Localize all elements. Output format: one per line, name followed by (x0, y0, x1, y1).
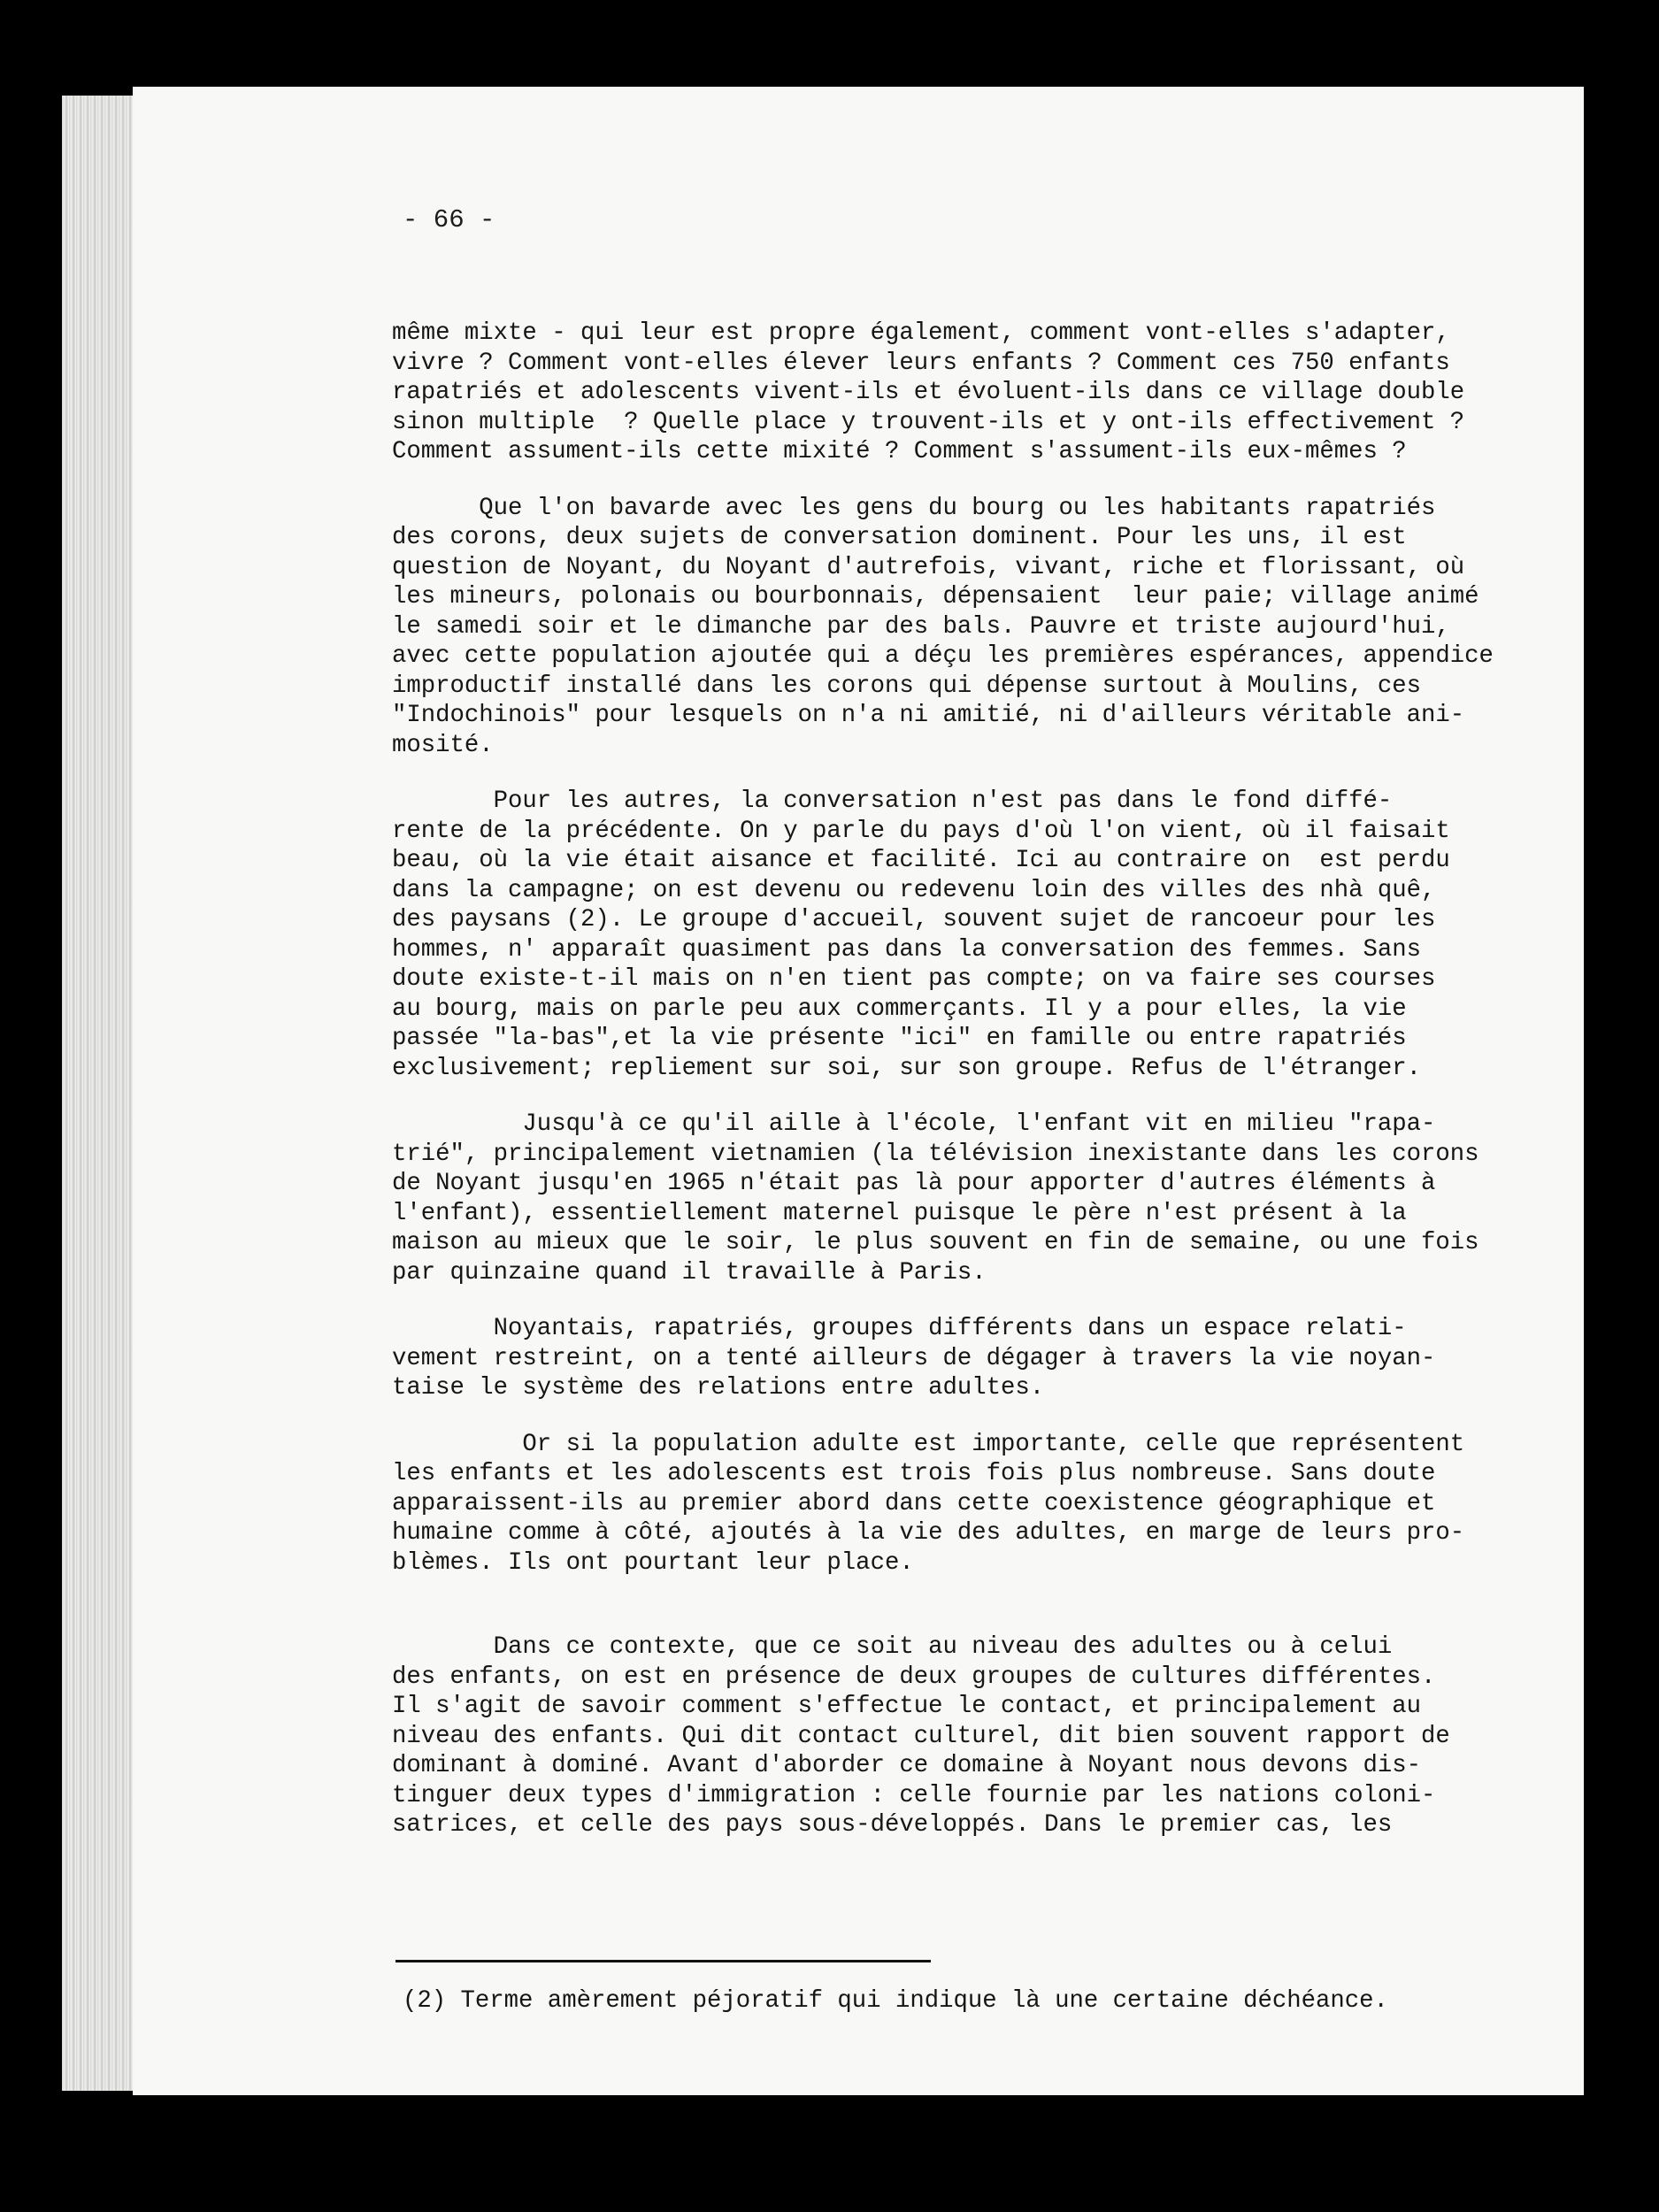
text-line: dans la campagne; on est devenu ou redevenu loin des villes des nhà quê, (392, 876, 1436, 904)
text-line: le samedi soir et le dimanche par des bals. Pauvre et triste aujourd'hui, (392, 612, 1450, 641)
text-line: niveau des enfants. Qui dit contact culturel, dit bien souvent rapport de (392, 1722, 1450, 1750)
text-line: passée "la-bas",et la vie présente "ici" en famille ou entre rapatriés (392, 1025, 1407, 1052)
page-number: - 66 - (403, 205, 495, 234)
text-line: vivre ? Comment vont-elles élever leurs enfants ? Comment ces 750 enfants (392, 349, 1450, 377)
text-line: Dans ce contexte, que ce soit au niveau des adultes ou à celui (392, 1633, 1393, 1661)
body-text (392, 319, 1525, 1840)
text-line: humaine comme à côté, ajoutés à la vie des adultes, en marge de leurs pro- (392, 1519, 1465, 1547)
text-line: Or si la population adulte est importante, celle que représentent (392, 1430, 1465, 1458)
text-line: Noyantais, rapatriés, groupes différents dans un espace relati- (392, 1315, 1407, 1342)
text-line: des paysans (2). Le groupe d'accueil, souvent sujet de rancoeur pour les (392, 906, 1436, 933)
text-line: Pour les autres, la conversation n'est pas dans le fond diffé- (392, 787, 1393, 815)
text-line: de Noyant jusqu'en 1965 n'était pas là pour apporter d'autres éléments à (392, 1170, 1436, 1197)
text-line: au bourg, mais on parle peu aux commerçants. Il y a pour elles, la vie (392, 995, 1407, 1023)
text-line: taise le système des relations entre adultes. (392, 1374, 1045, 1402)
text-line: question de Noyant, du Noyant d'autrefois, vivant, riche et florissant, où (392, 553, 1465, 581)
paragraph (392, 1430, 1525, 1578)
text-line: hommes, n' apparaît quasiment pas dans la conversation des femmes. Sans (392, 935, 1422, 964)
text-line: exclusivement; repliement sur soi, sur son groupe. Refus de l'étranger. (392, 1054, 1422, 1082)
text-line: tinguer deux types d'immigration : celle fournie par les nations coloni- (392, 1781, 1436, 1809)
text-line: blèmes. Ils ont pourtant leur place. (392, 1548, 914, 1577)
text-line: les enfants et les adolescents est trois fois plus nombreuse. Sans doute (392, 1460, 1436, 1487)
paragraph (392, 787, 1525, 1083)
text-line: trié", principalement vietnamien (la télévision inexistante dans les corons (392, 1140, 1479, 1168)
text-line: beau, où la vie était aisance et facilité. Ici au contraire on est perdu (392, 847, 1450, 874)
text-line: les mineurs, polonais ou bourbonnais, dépensaient leur paie; village animé (392, 583, 1479, 611)
paragraph (392, 494, 1525, 761)
text-line: avec cette population ajoutée qui a déçu les premières espérances, appendice (392, 642, 1494, 670)
text-line: vement restreint, on a tenté ailleurs de dégager à travers la vie noyan- (392, 1344, 1436, 1372)
text-line: mosité. (392, 731, 494, 759)
text-line: même mixte - qui leur est propre également, comment vont-elles s'adapter, (392, 319, 1450, 347)
text-line: des enfants, on est en présence de deux groupes de cultures différentes. (392, 1663, 1436, 1691)
footnote: (2) Terme amèrement péjoratif qui indique là une certaine déchéance. (403, 1987, 1388, 2015)
paragraph (392, 319, 1525, 467)
paragraph (392, 1314, 1525, 1403)
text-line: par quinzaine quand il travaille à Paris. (392, 1258, 987, 1286)
text-line: dominant à dominé. Avant d'aborder ce domaine à Noyant nous devons dis- (392, 1752, 1422, 1779)
text-line: "Indochinois" pour lesquels on n'a ni amitié, ni d'ailleurs véritable ani- (392, 702, 1465, 729)
footnote-rule (396, 1960, 931, 1962)
paragraph (392, 1632, 1525, 1840)
text-line: Comment assument-ils cette mixité ? Comment s'assument-ils eux-mêmes ? (392, 438, 1407, 465)
text-line: doute existe-t-il mais on n'en tient pas compte; on va faire ses courses (392, 965, 1436, 993)
text-line: des corons, deux sujets de conversation dominent. Pour les uns, il est (392, 524, 1407, 551)
text-line: Que l'on bavarde avec les gens du bourg ou les habitants rapatriés (392, 494, 1436, 522)
text-line: rapatriés et adolescents vivent-ils et évoluent-ils dans ce village double (392, 379, 1465, 406)
text-line: satrices, et celle des pays sous-développés. Dans le premier cas, les (392, 1811, 1393, 1839)
text-line: improductif installé dans les corons qui dépense surtout à Moulins, ces (392, 672, 1422, 700)
paragraph (392, 1110, 1525, 1287)
text-line: Jusqu'à ce qu'il aille à l'école, l'enfant vit en milieu "rapa- (392, 1110, 1436, 1138)
text-line: rente de la précédente. On y parle du pays d'où l'on vient, où il faisait (392, 817, 1450, 845)
text-line: l'enfant), essentiellement maternel puisque le père n'est présent à la (392, 1199, 1407, 1227)
text-line: Il s'agit de savoir comment s'effectue le contact, et principalement au (392, 1693, 1422, 1720)
text-line: sinon multiple ? Quelle place y trouvent-ils et y ont-ils effectivement ? (392, 408, 1465, 436)
text-line: apparaissent-ils au premier abord dans cette coexistence géographique et (392, 1489, 1436, 1517)
text-line: maison au mieux que le soir, le plus souvent en fin de semaine, ou une fois (392, 1229, 1479, 1256)
